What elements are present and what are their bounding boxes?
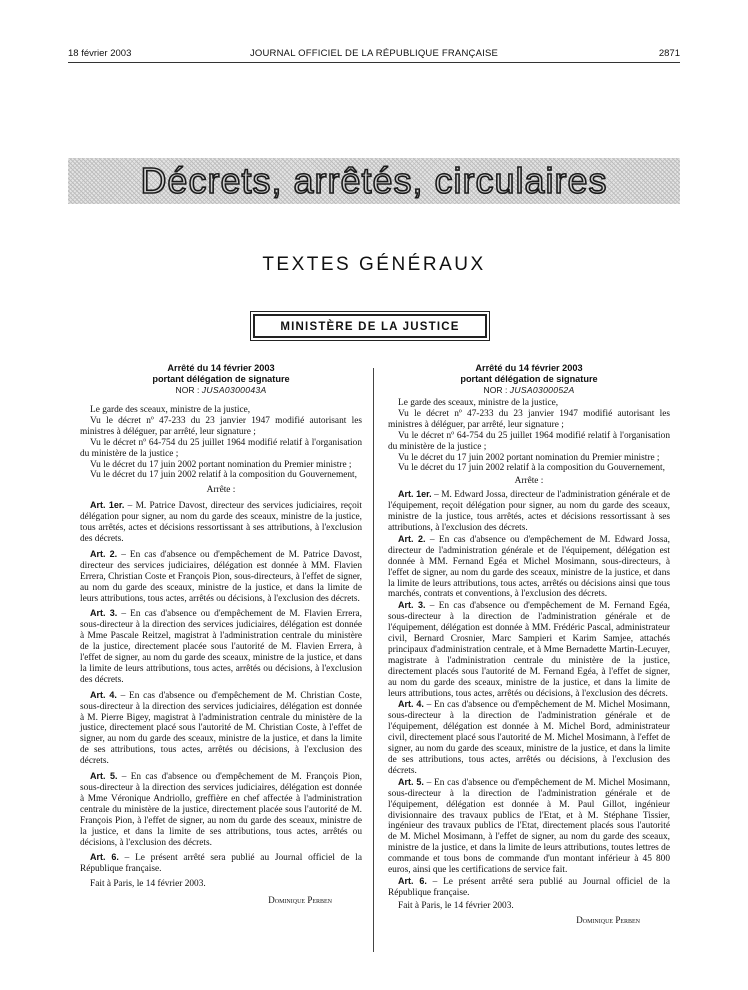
left-article-label: Art. 6. bbox=[90, 852, 119, 863]
page-header bbox=[68, 48, 680, 62]
left-nor-label: NOR : bbox=[175, 385, 200, 395]
left-intro-line: Vu le décret nº 64-754 du 25 juillet 1964 modifié relatif à l'organisation du ministère de la justice ; bbox=[80, 437, 362, 459]
right-article-label: Art. 6. bbox=[398, 875, 427, 886]
left-article-label: Art. 1er. bbox=[90, 500, 125, 511]
right-intro-line: Vu le décret du 17 juin 2002 portant nomination du Premier ministre ; bbox=[398, 452, 660, 463]
right-nor-code: JUSA0300052A bbox=[509, 385, 575, 395]
left-article-text: – En cas d'absence ou d'empêchement de M. Christian Coste, sous-directeur à la direction des services judiciaires, délégation est donnée à M. Pierre Bigey, magistrat à l'administration centrale du ministère de la justice, directement placé sous l'autorité de M. Christian Coste, à l'effet de signer, au nom du garde des sceaux, ministre de la justice, et dans la limite de ses attributions, tous actes, arrêtés ou décisions, à l'exclusion des décrets. bbox=[80, 690, 362, 767]
left-article-label: Art. 2. bbox=[90, 548, 118, 559]
left-article bbox=[80, 771, 362, 848]
right-article-text: – M. Edward Jossa, directeur de l'administration générale et de l'équipement, reçoit délégation pour signer, au nom du garde des sceaux, ministre de la justice, tous arrêtés, actes et décisions ressortissant à ses attributions, à l'exclusion des décrets. bbox=[388, 490, 670, 533]
left-article bbox=[80, 500, 362, 545]
header-date: 18 février 2003 bbox=[68, 48, 132, 59]
header-page-number: 2871 bbox=[658, 48, 680, 59]
left-article-text: – M. Patrice Davost, directeur des services judiciaires, reçoit délégation pour signer, au nom du garde des sceaux, ministre de la justice, tous arrêtés, actes et décisions ressortissant à ses attributions, à l'exclusion des décrets. bbox=[80, 501, 362, 544]
right-article-text: – En cas d'absence ou d'empêchement de M. Fernand Egéa, sous-directeur à la direction de l'administration générale et de l'équipement, délégation est donnée à MM. Frédéric Pascal, administrateur civil, Bernard Crosnier, Marc Sampieri et Karim Samjee, attachés principaux d'administration centrale, et à Mme Bernadette Martin-Lecuyer, magistrate à l'administration centrale du ministère de la justice, directement placés sous l'autorité de M. Fernand Egéa, à l'effet de signer, au nom du garde des sceaux, ministre de la justice, et dans la limite de leurs attributions, tous actes, arrêtés ou décisions, à l'exclusion des décrets. bbox=[388, 601, 670, 699]
left-decree-title: Arrêté du 14 février 2003 bbox=[167, 363, 275, 373]
right-intro-line: Vu le décret nº 47-233 du 23 janvier 1947 modifié autorisant les ministres à déléguer, par arrêté, leur signature ; bbox=[388, 408, 670, 430]
header-rule bbox=[68, 62, 680, 63]
right-article-text: – Le présent arrêté sera publié au Journal officiel de la République française. bbox=[388, 876, 670, 898]
right-fait: Fait à Paris, le 14 février 2003. bbox=[398, 900, 514, 911]
left-article bbox=[80, 852, 362, 875]
left-article-text: – En cas d'absence ou d'empêchement de M. Flavien Errera, sous-directeur à la direction des services judiciaires, délégation est donnée à Mme Pascale Reitzel, magistrat à l'administration centrale du ministère de la justice, directement placée sous l'autorité de M. Flavien Errera, à l'effet de signer, au nom du garde des sceaux, ministre de la justice, et dans la limite de leurs attributions, tous actes, arrêtés ou décisions, à l'exclusion des décrets. bbox=[80, 609, 362, 685]
right-intro-line: Le garde des sceaux, ministre de la justice, bbox=[398, 398, 559, 408]
ministry-box bbox=[250, 311, 490, 341]
right-decree-title: Arrêté du 14 février 2003 bbox=[475, 363, 583, 373]
left-intro-line: Vu le décret nº 47-233 du 23 janvier 1947 modifié autorisant les ministres à déléguer, par arrêté, leur signature ; bbox=[80, 415, 362, 437]
banner-title: Décrets, arrêtés, circulaires bbox=[140, 160, 608, 201]
right-article-label: Art. 1er. bbox=[398, 489, 432, 500]
left-signature: Dominique Perben bbox=[268, 895, 332, 906]
right-nor-label: NOR : bbox=[483, 385, 508, 395]
right-decree-subtitle: portant délégation de signature bbox=[460, 374, 598, 384]
right-decree bbox=[388, 363, 670, 926]
right-article-text: – En cas d'absence ou d'empêchement de M. Edward Jossa, directeur de l'administration générale et de l'équipement, délégation est donnée à MM. Fernand Egéa et Michel Mosimann, sous-directeurs, à l'effet de signer, au nom du garde des sceaux, ministre de la justice, et dans la limite de leurs attributions, tous actes, arrêtés ou décisions ainsi que tous marchés, contrats et conventions, à l'exclusion des décrets. bbox=[388, 534, 670, 600]
left-article-text: – Le présent arrêté sera publié au Journal officiel de la République française. bbox=[80, 853, 362, 875]
left-intro-line: Vu le décret du 17 juin 2002 relatif à la composition du Gouvernement, bbox=[90, 470, 357, 481]
left-intro-line: Le garde des sceaux, ministre de la justice, bbox=[90, 405, 251, 415]
left-article-label: Art. 3. bbox=[90, 608, 118, 619]
right-article bbox=[388, 777, 670, 876]
left-article-label: Art. 5. bbox=[90, 771, 118, 782]
left-arrete: Arrête : bbox=[206, 485, 236, 496]
right-article-label: Art. 2. bbox=[398, 533, 426, 544]
header-journal-name: JOURNAL OFFICIEL DE LA RÉPUBLIQUE FRANÇAISE bbox=[249, 48, 499, 59]
right-article bbox=[388, 489, 670, 534]
right-article-text: – En cas d'absence ou d'empêchement de M. Michel Mosimann, sous-directeur à la direction de l'administration générale et de l'équipement, délégation est donnée à M. Michel Bord, administrateur civil, directement placé sous l'autorité de M. Michel Mosimann, à l'effet de signer, au nom du garde des sceaux, ministre de la justice, et dans la limite de ses attributions, tous actes, arrêtés ou décisions, à l'exclusion des décrets. bbox=[388, 700, 670, 776]
left-decree-subtitle: portant délégation de signature bbox=[152, 374, 290, 384]
right-article bbox=[388, 876, 670, 899]
column-divider bbox=[373, 368, 374, 952]
right-intro-line: Vu le décret du 17 juin 2002 relatif à la composition du Gouvernement, bbox=[398, 463, 665, 474]
right-article bbox=[388, 534, 670, 600]
right-nor bbox=[388, 385, 670, 396]
left-nor bbox=[80, 385, 362, 396]
left-article bbox=[80, 549, 362, 605]
right-arrete: Arrête : bbox=[514, 476, 544, 487]
right-article-label: Art. 3. bbox=[398, 600, 426, 611]
left-article-label: Art. 4. bbox=[90, 689, 117, 700]
left-decree bbox=[80, 363, 362, 906]
section-title: TEXTES GÉNÉRAUX bbox=[262, 254, 486, 275]
left-article bbox=[80, 608, 362, 685]
left-nor-code: JUSA0300043A bbox=[201, 385, 267, 395]
left-article-text: – En cas d'absence ou d'empêchement de M. François Pion, sous-directeur à la direction des services judiciaires, délégation est donnée à Mme Véronique Andriollo, greffière en chef affectée à l'administration centrale du ministère de la justice, directement placée sous l'autorité de M. François Pion, à l'effet de signer, au nom du garde des sceaux, ministre de la justice, et dans la limite de ses attributions, tous actes, arrêtés ou décisions, à l'exclusion des décrets. bbox=[80, 772, 362, 848]
right-article-label: Art. 5. bbox=[398, 776, 424, 787]
left-intro-line: Vu le décret du 17 juin 2002 portant nomination du Premier ministre ; bbox=[90, 459, 352, 470]
left-article-text: – En cas d'absence ou d'empêchement de M. Patrice Davost, directeur des services judiciaires, délégation est donnée à MM. Flavien Errera, Christian Coste et François Pion, sous-directeurs, à l'effet de signer, au nom du garde des sceaux, ministre de la justice, et dans la limite de leurs attributions, tous actes, arrêtés ou décisions, à l'exclusion des décrets. bbox=[80, 549, 362, 604]
right-article-text: – En cas d'absence ou d'empêchement de M. Michel Mosimann, sous-directeur à la direction de l'administration générale et de l'équipement, délégation est donnée à M. Paul Gillot, ingénieur divisionnaire des travaux publics de l'Etat, et à M. Stéphane Tissier, ingénieur des travaux publics de l'Etat, directement placés sous l'autorité de M. Michel Mosimann, à l'effet de signer, au nom du garde des sceaux, ministre de la justice, et dans la limite de leurs attributions, toutes lettres de commande et tous bons de commande d'un montant inférieur à 45 800 euros, ainsi que les certifications de service fait. bbox=[388, 777, 670, 876]
right-article bbox=[388, 699, 670, 776]
right-article-label: Art. 4. bbox=[398, 699, 424, 710]
left-fait: Fait à Paris, le 14 février 2003. bbox=[90, 879, 206, 890]
left-article bbox=[80, 690, 362, 767]
ministry-title: MINISTÈRE DE LA JUSTICE bbox=[253, 314, 487, 338]
right-article bbox=[388, 600, 670, 699]
right-intro-line: Vu le décret nº 64-754 du 25 juillet 1964 modifié relatif à l'organisation du ministère de la justice ; bbox=[388, 430, 670, 452]
right-signature: Dominique Perben bbox=[576, 914, 640, 925]
